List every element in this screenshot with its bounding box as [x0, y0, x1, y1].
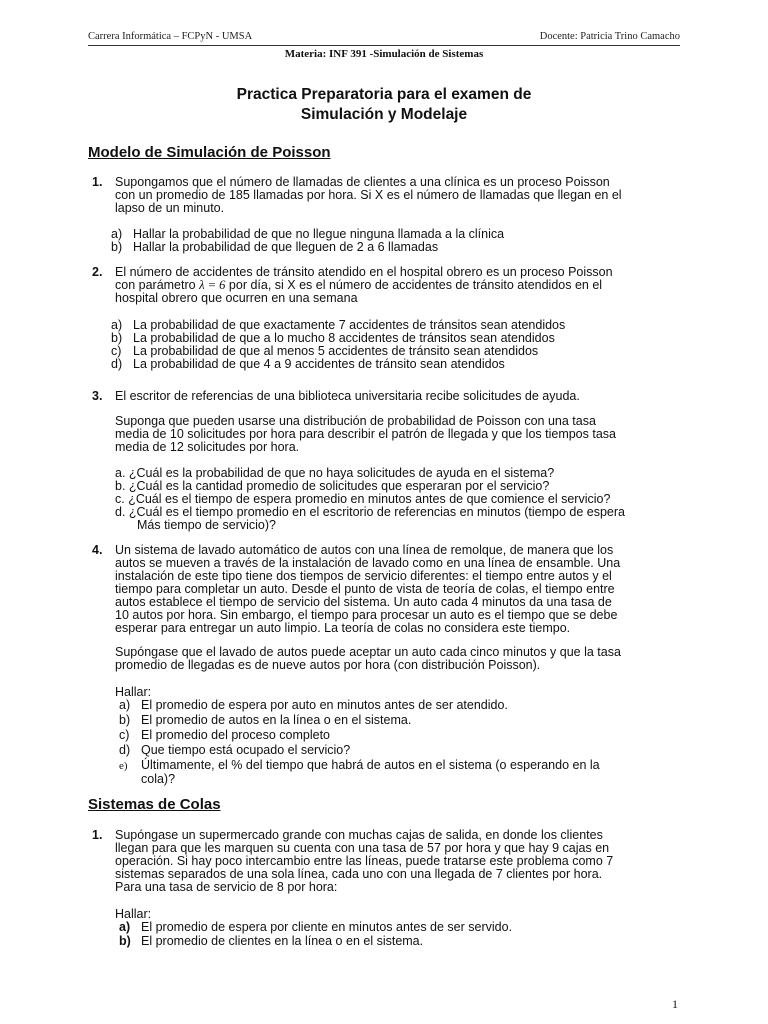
item-label: a): [111, 227, 123, 241]
item-text: El promedio del proceso completo: [141, 728, 330, 742]
text-line: hospital obrero que ocurren en una semana: [115, 291, 358, 305]
text-line: instalación de este tipo tiene dos tiempos de servicio diferentes: el tiempo entre autos y el: [115, 569, 612, 583]
list-item: [119, 699, 680, 712]
list-item: [119, 921, 680, 934]
item-label: c): [119, 728, 130, 742]
text-segment: con parámetro: [115, 278, 200, 292]
title-line-1: Practica Preparatoria para el examen de: [236, 86, 532, 103]
item-text: El promedio de espera por cliente en minutos antes de ser servido.: [141, 920, 513, 934]
list-item-continuation: cola)?: [141, 772, 176, 786]
text-segment: por día, si X es el número de accidentes de tránsito atendidos en el: [225, 278, 603, 292]
text-line: lapso de un minuto.: [115, 201, 225, 215]
question-text: [115, 544, 680, 635]
list-item: c. ¿Cuál es el tiempo de espera promedio en minutos antes de que comience el servicio?: [115, 492, 611, 506]
list-item-continuation: Más tiempo de servicio)?: [137, 518, 276, 532]
question-text: [115, 829, 680, 894]
text-line: autos se mueven a través de la instalación de lavado como en una línea de ensamble. Una: [115, 556, 621, 570]
text-line: media de 12 solicitudes por hora.: [115, 440, 300, 454]
page-number: 1: [672, 997, 678, 1011]
text-line: promedio de llegadas es de nueve autos por hora (con distribución Poisson).: [115, 658, 541, 672]
item-label: e): [119, 760, 128, 772]
item-text: El promedio de clientes en la línea o en el sistema.: [141, 934, 424, 948]
text-line: llegan para que les marquen su cuenta con una tasa de 57 por hora y que hay 9 cajas en: [115, 841, 610, 855]
list-item: [111, 241, 680, 254]
text-line: Supongamos que el número de llamadas de clientes a una clínica es un proceso Poisson: [115, 175, 610, 189]
text-line: Supóngase un supermercado grande con muchas cajas de salida, en donde los clientes: [115, 828, 603, 842]
list-item: [119, 759, 680, 773]
item-text: Últimamente, el % del tiempo que habrá de autos en el sistema (o esperando en la: [141, 758, 600, 772]
text-line: autos establece el tiempo de servicio del sistema. Un auto cada 4 minutos da una tasa de: [115, 595, 612, 609]
list-item: a. ¿Cuál es la probabilidad de que no haya solicitudes de ayuda en el sistema?: [115, 466, 555, 480]
text-line: Para una tasa de servicio de 8 por hora:: [115, 880, 338, 894]
section-heading-poisson: Modelo de Simulación de Poisson: [88, 144, 331, 161]
list-item: [119, 729, 680, 742]
section-heading-colas: Sistemas de Colas: [88, 796, 221, 813]
text-line: Un sistema de lavado automático de autos con una línea de remolque, de manera que los: [115, 543, 614, 557]
text-line: tiempo para completar un auto. Desde el punto de vista de teoría de colas, el tiempo entre: [115, 582, 615, 596]
list-item: [119, 744, 680, 757]
question-text-2: [115, 646, 680, 672]
question-number: 1.: [92, 828, 103, 842]
text-line: operación. Si hay poco intercambio entre las líneas, puede tratarse este problema como 7: [115, 854, 614, 868]
item-label: b): [111, 240, 123, 254]
question-number: 1.: [92, 175, 103, 189]
text-line: Supóngase que el lavado de autos puede aceptar un auto cada cinco minutos y que la tasa: [115, 645, 621, 659]
text-line: El número de accidentes de tránsito atendido en el hospital obrero es un proceso Poisson: [115, 265, 613, 279]
item-label: b): [119, 934, 131, 948]
text-line: 10 autos por hora. Sin embargo, el tiempo para procesar un auto es el tiempo que se debe: [115, 608, 618, 622]
hallar-label: Hallar:: [115, 907, 152, 921]
item-label: b): [111, 331, 123, 345]
item-text: La probabilidad de que exactamente 7 accidentes de tránsitos sean atendidos: [133, 318, 566, 332]
list-item: [119, 714, 680, 727]
item-text: El promedio de espera por auto en minutos antes de ser atendido.: [141, 698, 508, 712]
question-text: [115, 176, 680, 215]
page-header: [88, 31, 680, 46]
title-line-2: Simulación y Modelaje: [300, 106, 468, 123]
question-intro: El escritor de referencias de una biblioteca universitaria recibe solicitudes de ayuda.: [115, 389, 580, 403]
header-left-text: Carrera Informática – FCPyN - UMSA: [88, 31, 253, 42]
question-number: 3.: [92, 389, 103, 403]
item-label: b): [119, 713, 131, 727]
question-items: [115, 467, 680, 532]
subject-line: Materia: INF 391 -Simulación de Sistemas: [284, 48, 484, 60]
item-text: La probabilidad de que al menos 5 accidentes de tránsito sean atendidos: [133, 344, 539, 358]
item-label: a): [111, 318, 123, 332]
list-item: [111, 358, 680, 371]
text-line: con un promedio de 185 llamadas por hora. Si X es el número de llamadas que llegan en el: [115, 188, 622, 202]
document-title: [0, 85, 768, 125]
list-item: [119, 935, 680, 948]
item-label: d): [119, 743, 131, 757]
item-label: a): [119, 920, 131, 934]
item-label: d): [111, 357, 123, 371]
item-text: La probabilidad de que 4 a 9 accidentes de tránsito sean atendidos: [133, 357, 505, 371]
text-line: esperar para entregar un auto limpio. La teoría de colas no considera este tiempo.: [115, 621, 571, 635]
item-text: Hallar la probabilidad de que no llegue ninguna llamada a la clínica: [133, 227, 505, 241]
item-text: El promedio de autos en la línea o en el sistema.: [141, 713, 412, 727]
question-number: 4.: [92, 543, 103, 557]
question-number: 2.: [92, 265, 103, 279]
question-text: [115, 415, 680, 454]
hallar-label: Hallar:: [115, 685, 152, 699]
question-text: [115, 266, 680, 305]
lambda-symbol: λ = 6: [199, 278, 226, 292]
item-text: La probabilidad de que a lo mucho 8 accidentes de tránsitos sean atendidos: [133, 331, 555, 345]
item-label: a): [119, 698, 131, 712]
text-line: sistemas separados de una sola línea, cada uno con una llegada de 7 clientes por hora.: [115, 867, 603, 881]
item-label: c): [111, 344, 122, 358]
header-rule: [88, 45, 680, 46]
header-right-text: Docente: Patricia Trino Camacho: [539, 31, 680, 42]
text-line: media de 10 solicitudes por hora para describir el patrón de llegada y que los tiempos tasa: [115, 427, 616, 441]
item-text: Que tiempo está ocupado el servicio?: [141, 743, 351, 757]
item-text: Hallar la probabilidad de que lleguen de 2 a 6 llamadas: [133, 240, 439, 254]
list-item: b. ¿Cuál es la cantidad promedio de solicitudes que esperaran por el servicio?: [115, 479, 550, 493]
text-line: Suponga que pueden usarse una distribución de probabilidad de Poisson con una tasa: [115, 414, 596, 428]
list-item: d. ¿Cuál es el tiempo promedio en el escritorio de referencias en minutos (tiempo de espera: [115, 505, 625, 519]
